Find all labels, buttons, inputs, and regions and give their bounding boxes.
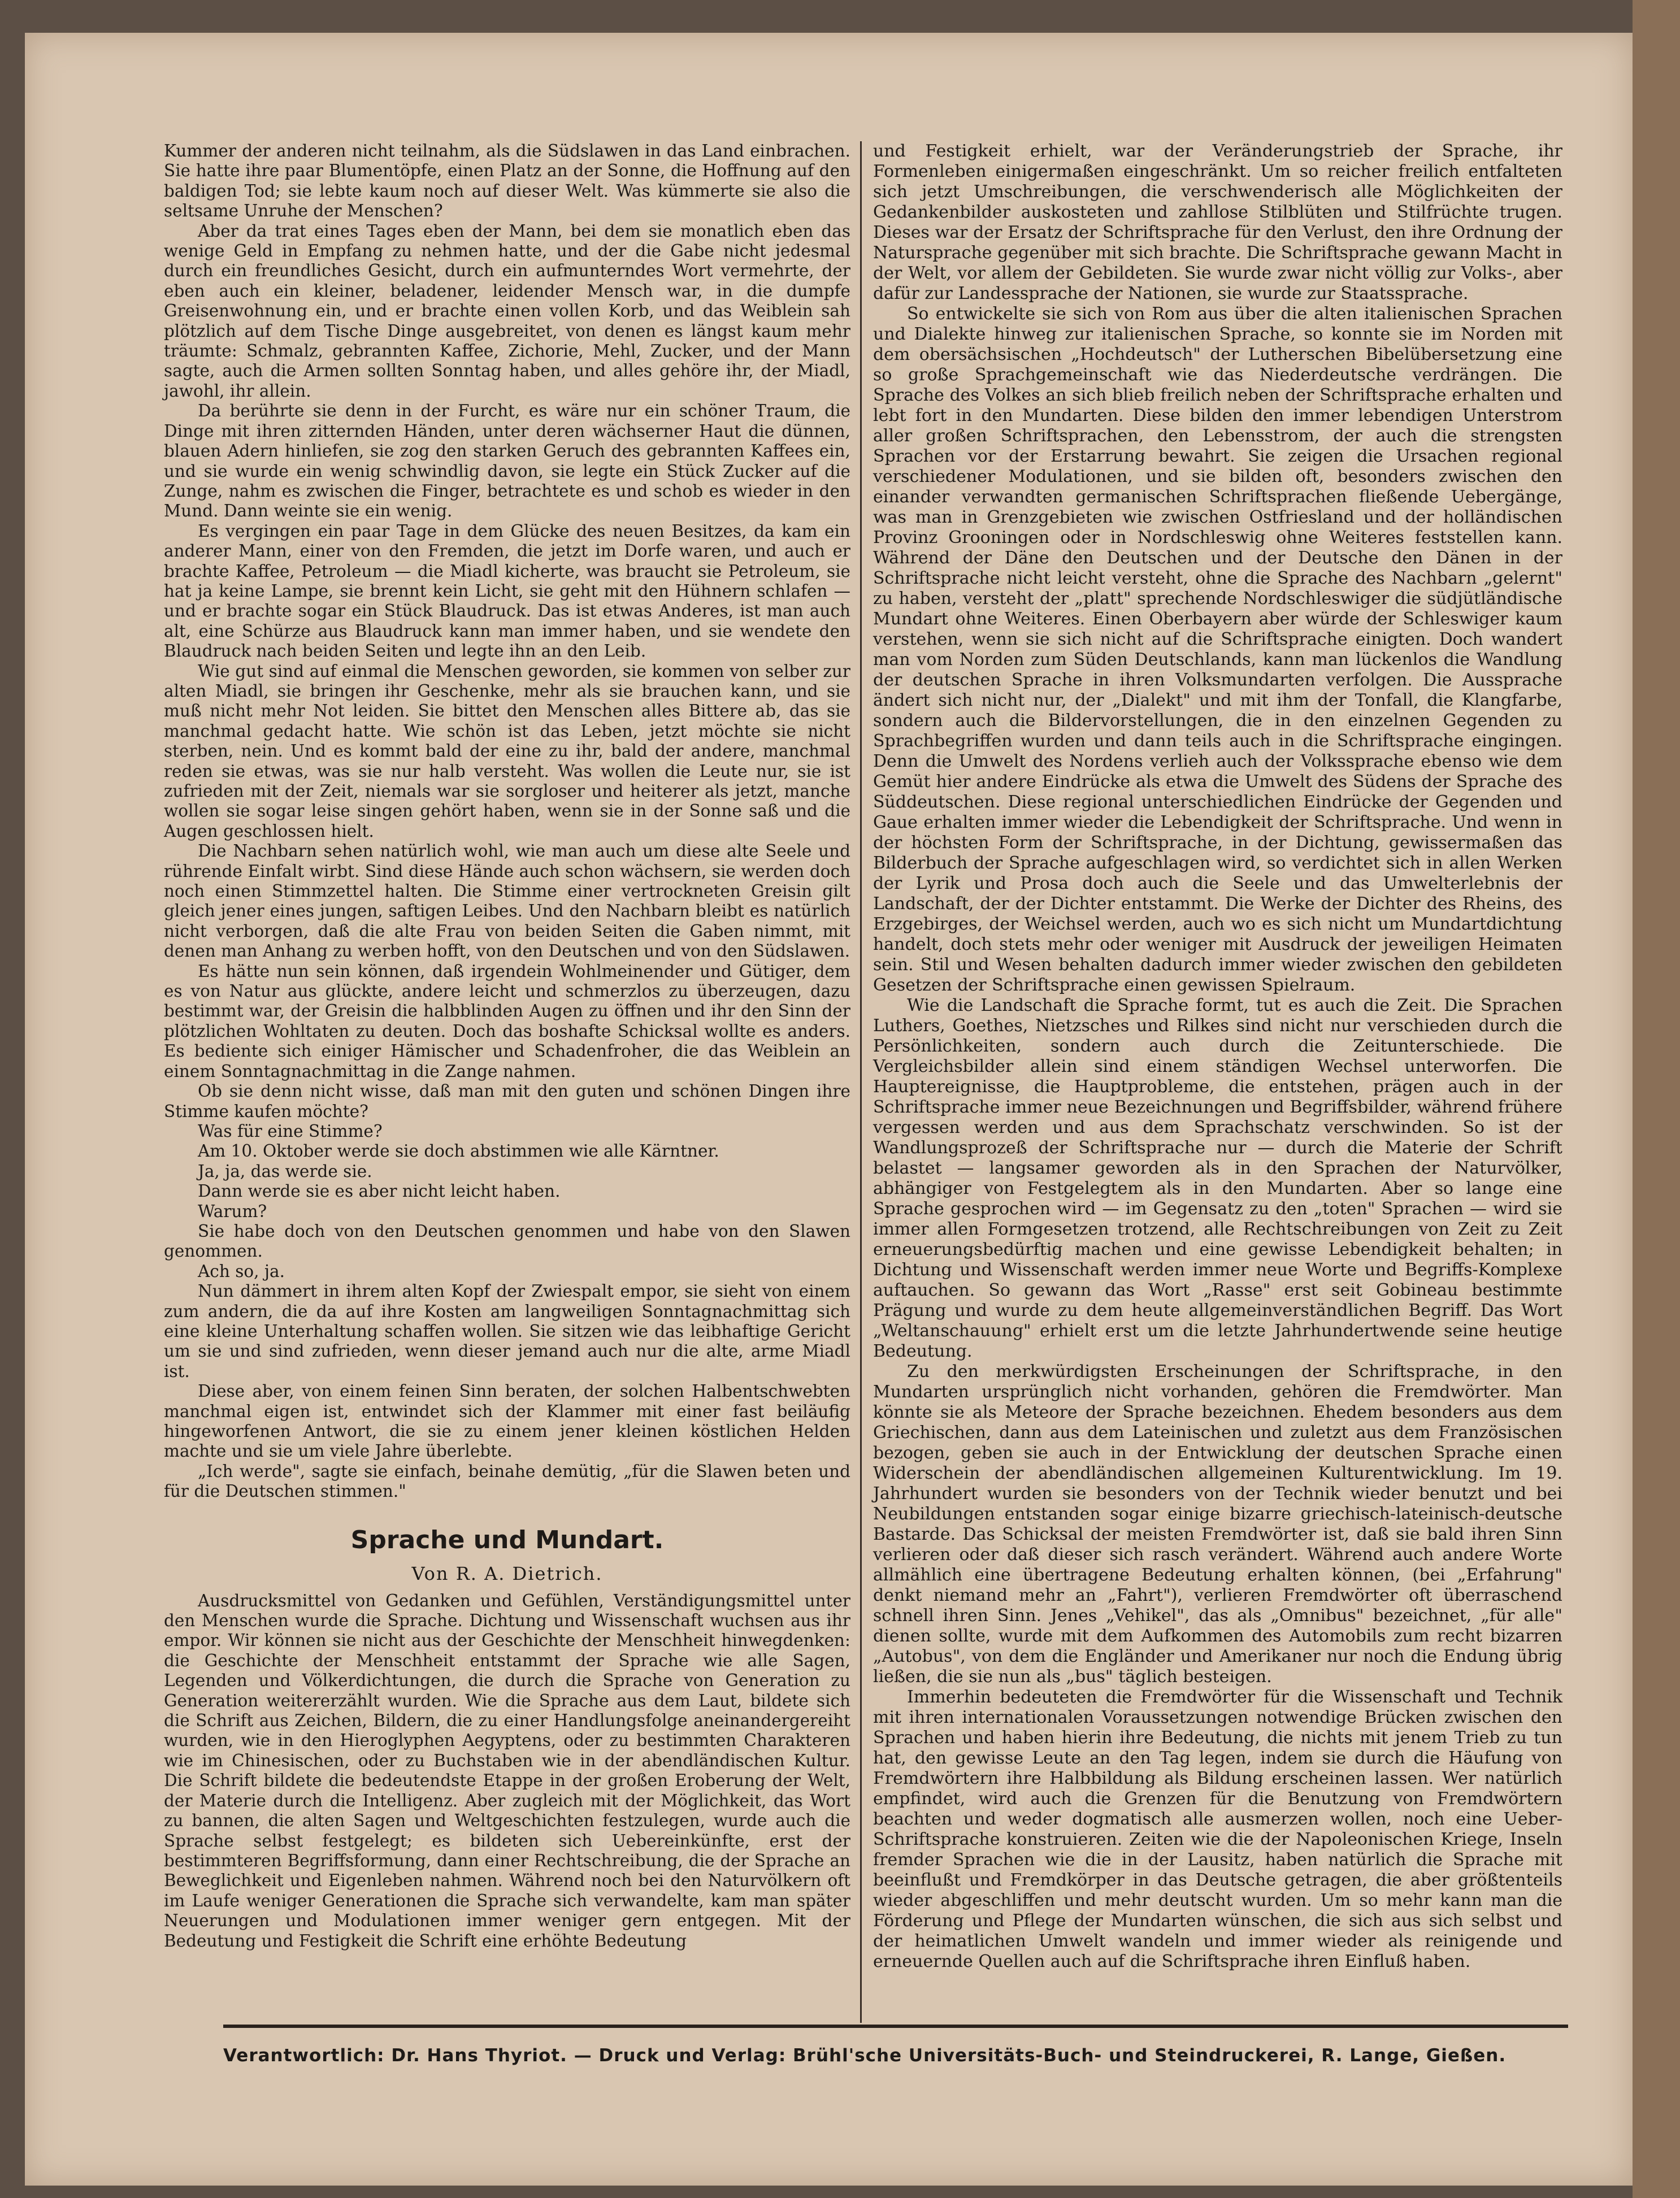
story-paragraph: Da berührte sie denn in der Furcht, es wäre nur ein schöner Traum, die Dinge mit ihren zitternden Händen, unter deren wächserner Haut die dünnen, blauen Adern hinliefen, sie zog den starken Geruch des gebrannten Kaffees ein, und sie wurde ein wenig schwindlig davon, sie legte ein Stück Zucker auf die Zunge, nahm es zwischen die Finger, betrachtete es und schob es wieder in den Mund. Dann weinte sie ein wenig. [164,401,850,521]
story-paragraph: Wie gut sind auf einmal die Menschen geworden, sie kommen von selber zur alten Miadl, sie bringen ihr Geschenke, mehr als sie brauchen kann, und sie muß nicht mehr Not leiden. Sie bittet den Menschen alles Bittere ab, das sie manchmal gedacht hatte. Wie schön ist das Leben, jetzt möchte sie nicht sterben, nein. Und es kommt bald der eine zu ihr, bald der andere, manchmal reden sie etwas, was sie nur halb versteht. Was wollen die Leute nur, sie ist zufrieden mit der Zeit, niemals war sie sorgloser und heiterer als jetzt, manche wollen sie sogar leise singen gehört haben, wenn sie in der Sonne saß und die Augen geschlossen hielt. [164,661,850,841]
story-paragraph: Kummer der anderen nicht teilnahm, als die Südslawen in das Land einbrachen. Sie hatte ihre paar Blumentöpfe, einen Platz an der Sonne, die Hoffnung auf den baldigen Tod; sie lebte kaum noch auf dieser Welt. Was kümmerte sie also die seltsame Unruhe der Menschen? [164,141,850,221]
article-author: Von R. A. Dietrich. [411,1562,603,1584]
article-paragraph: Wie die Landschaft die Sprache formt, tut es auch die Zeit. Die Sprachen Luthers, Goethes, Nietzsches und Rilkes sind nicht nur verschieden durch die Persönlichkeiten, sondern auch durch die Zeitunterschiede. Die Vergleichsbilder allein sind einem ständigen Wechsel unterworfen. Die Hauptereignisse, die Hauptprobleme, die entstehen, prägen auch in der Schriftsprache immer neue Bezeichnungen und Begriffsbilder, während frühere vergessen werden und aus dem Sprachschatz verschwinden. So ist der Wandlungsprozeß der Schriftsprache nur — durch die Materie der Schrift belastet — langsamer geworden als in den Sprachen der Naturvölker, abhängiger von Festgelegtem als in den Mundarten. Aber so lange eine Sprache gesprochen wird — im Gegensatz zu den „toten" Sprachen — wird sie immer allen Formgesetzen trotzend, alle Rechtschreibungen von Zeit zu Zeit erneuerungsbedürftig machen und eine gewisse Lebendigkeit behalten; in Dichtung und Wissenschaft werden immer neue Worte und Begriffs-Komplexe auftauchen. So gewann das Wort „Rasse" erst seit Gobineau bestimmte Prägung und wurde zu dem heute allgemeinverständlichen Begriff. Das Wort „Weltanschauung" erhielt erst um die letzte Jahrhundertwende seine heutige Bedeutung. [873,996,1562,1361]
story-paragraph: Diese aber, von einem feinen Sinn beraten, der solchen Halbentschwebten manchmal eigen ist, entwindet sich der Klammer mit einer fast beiläufig hingeworfenen Antwort, die sie zu einem jener kleinen köstlichen Helden machte und sie um viele Jahre überlebte. [164,1382,850,1461]
story-paragraph: Nun dämmert in ihrem alten Kopf der Zwiespalt empor, sie sieht von einem zum andern, die da auf ihre Kosten am langweiligen Sonntagnachmittag sich eine kleine Unterhaltung schaffen wollen. Sie sitzen wie das leibhaftige Gericht um sie und sind zufrieden, wenn dieser jemand auch nur die alte, arme Miadl ist. [164,1282,850,1381]
article-title: Sprache und Mundart. [350,1525,664,1554]
story-paragraph: Ob sie denn nicht wisse, daß man mit den guten und schönen Dingen ihre Stimme kaufen möchte? [164,1081,850,1121]
right-column [873,141,1562,1972]
story-paragraph: Es hätte nun sein können, daß irgendein Wohlmeinender und Gütiger, dem es von Natur aus glückte, andere leicht und schmerzlos zu überzeugen, dazu bestimmt war, der Greisin die halbblinden Augen zu öffnen und ihr den Sinn der plötzlichen Wohltaten zu deuten. Doch das boshafte Schicksal wollte es anders. Es bediente sich einiger Hämischer und Schadenfroher, die das Weiblein an einem Sonntagnachmittag in die Zange nahmen. [164,961,850,1081]
article-paragraph: Ausdrucksmittel von Gedanken und Gefühlen, Verständigungsmittel unter den Menschen wurde die Sprache. Dichtung und Wissenschaft wuchsen aus ihr empor. Wir können sie nicht aus der Geschichte der Menschheit hinwegdenken: die Geschichte der Menschheit entstammt der Sprache wie alle Sagen, Legenden und Völkerdichtungen, die durch die Sprache von Generation zu Generation weitererzählt wurden. Wie die Sprache aus dem Laut, bildete sich die Schrift aus Zeichen, Bildern, die zu einer Handlungsfolge aneinandergereiht wurden, wie in den Hieroglyphen Aegyptens, oder zu bestimmten Charakteren wie im Chinesischen, oder zu Buchstaben wie in der abendländischen Kultur. Die Schrift bildete die bedeutendste Etappe in der großen Eroberung der Welt, der Materie durch die Intelligenz. Aber zugleich mit der Möglichkeit, das Wort zu bannen, die alten Sagen und Weltgeschichten festzulegen, wurde auch die Sprache selbst festgelegt; es bildeten sich Uebereinkünfte, erst der bestimmteren Begriffsformung, dann einer Rechtschreibung, die der Sprache an Beweglichkeit und Eigenleben nahmen. Während noch bei den Naturvölkern oft im Laufe weniger Generationen die Sprache sich verwandelte, kam man später Neuerungen und Modulationen immer weniger gern entgegen. Mit der Bedeutung und Festigkeit die Schrift eine erhöhte Bedeutung [164,1591,850,1951]
imprint-footer: Verantwortlich: Dr. Hans Thyriot. — Druck und Verlag: Brühl'sche Universitäts-Buch- und Steindruckerei, R. Lange, Gießen. [223,2045,1507,2066]
article-paragraph: Zu den merkwürdigsten Erscheinungen der Schriftsprache, in den Mundarten ursprünglich nicht vorhanden, gehören die Fremdwörter. Man könnte sie als Meteore der Sprache bezeichnen. Ehedem besonders aus dem Griechischen, dann aus dem Lateinischen und zuletzt aus dem Französischen bezogen, geben sie auch in der Entwicklung der deutschen Sprache einen Widerschein der abendländischen allgemeinen Kulturentwicklung. Im 19. Jahrhundert wurden sie besonders von der Technik wieder benutzt und bei Neubildungen entstanden sogar einige bizarre griechisch-lateinisch-deutsche Bastarde. Das Schicksal der meisten Fremdwörter ist, daß sie bald ihren Sinn verlieren oder daß dieser sich rasch verändert. Während auch andere Worte allmählich eine übertragene Bedeutung erhalten können, (bei „Erfahrung" denkt niemand mehr an „Fahrt"), verlieren Fremdwörter oft überraschend schnell ihren Sinn. Jenes „Vehikel", das als „Omnibus" bezeichnet, „für alle" dienen sollte, wurde mit dem Aufkommen des Automobils zum recht bizarren „Autobus", von dem die Engländer und Amerikaner nur noch die Endung übrig ließen, die sie nun als „bus" täglich besteigen. [873,1362,1562,1687]
dialogue-line: Was für eine Stimme? [198,1121,383,1141]
story-paragraph: Es vergingen ein paar Tage in dem Glücke des neuen Besitzes, da kam ein anderer Mann, einer von den Fremden, die jetzt im Dorfe waren, und auch er brachte Kaffee, Petroleum — die Miadl kicherte, was braucht sie Petroleum, sie hat ja keine Lampe, sie brennt kein Licht, sie geht mit den Hühnern schlafen — und er brachte sogar ein Stück Blaudruck. Das ist etwas Anderes, ist man auch alt, eine Schürze aus Blaudruck kann man immer haben, und sie wendete den Blaudruck nach beiden Seiten und legte ihn an den Leib. [164,521,850,661]
dialogue-line: Am 10. Oktober werde sie doch abstimmen wie alle Kärntner. [198,1141,719,1161]
story-paragraph: Die Nachbarn sehen natürlich wohl, wie man auch um diese alte Seele und rührende Einfalt wirbt. Sind diese Hände auch schon wächsern, sie werden doch noch einen Stimmzettel halten. Die Stimme einer vertrockneten Greisin gilt gleich jener eines jungen, saftigen Leibes. Und den Nachbarn bleibt es natürlich nicht verborgen, daß die alte Frau von beiden Seiten die Gaben nimmt, mit denen man Anhang zu werben hofft, von den Deutschen und von den Südslawen. [164,841,850,961]
story-paragraph: „Ich werde", sagte sie einfach, beinahe demütig, „für die Slawen beten und für die Deutschen stimmen." [164,1461,850,1501]
footer-rule [223,2025,1568,2028]
dialogue-line: Warum? [198,1201,267,1221]
page-edge [1633,0,1680,2198]
dialogue-line: Ach so, ja. [198,1261,285,1281]
dialogue-line: Ja, ja, das werde sie. [198,1161,372,1181]
left-column [164,141,850,1951]
article-paragraph: So entwickelte sie sich von Rom aus über die alten italienischen Sprachen und Dialekte hinweg zur italienischen Sprache, so konnte sie im Norden mit dem obersächsischen „Hochdeutsch" der Lutherschen Bibelübersetzung eine so große Sprachgemeinschaft wie das Niederdeutsche verdrängen. Die Sprache des Volkes an sich blieb freilich neben der Schriftsprache erhalten und lebt fort in den Mundarten. Diese bilden den immer lebendigen Unterstrom aller großen Schriftsprachen, den Lebensstrom, der auch die strengsten Sprachen vor der Erstarrung bewahrt. Sie zeigen die Ursachen regional verschiedener Modulationen, und sie bilden oft, besonders zwischen den einander verwandten germanischen Schriftsprachen fließende Uebergänge, was man in Grenzgebieten wie zwischen Ostfriesland und der holländischen Provinz Grooningen oder in Nordschleswig ohne Weiteres feststellen kann. Während der Däne den Deutschen und der Deutsche den Dänen in der Schriftsprache nicht leicht versteht, ohne die Sprache des Nachbarn „gelernt" zu haben, versteht der „platt" sprechende Nordschleswiger die südjütländische Mundart ohne Weiteres. Einen Oberbayern aber würde der Schleswiger kaum verstehen, wenn sie sich nicht auf die Schriftsprache einigten. Doch wandert man vom Norden zum Süden Deutschlands, kann man lückenlos die Wandlung der deutschen Sprache in ihren Volksmundarten verfolgen. Die Aussprache ändert sich nicht nur, der „Dialekt" und mit ihm der Tonfall, die Klangfarbe, sondern auch die Bildervorstellungen, die in den einzelnen Gegenden zu Sprachbegriffen wurden und dann teils auch in die Schriftsprache eingingen. Denn die Umwelt des Nordens verlieh auch der Volkssprache ebenso wie dem Gemüt hier andere Eindrücke als etwa die Umwelt des Südens der Sprache des Süddeutschen. Diese regional unterschiedlichen Eindrücke der Gegenden und Gaue erhalten immer wieder die Lebendigkeit der Schriftsprache. Und wenn in der höchsten Form der Schriftsprache, in der Dichtung, gewissermaßen das Bilderbuch der Sprache aufgeschlagen wird, so verdichtet sich in allen Werken der Lyrik und Prosa doch auch die Seele und das Umwelterlebnis der Landschaft, der der Dichter entstammt. Die Werke der Dichter des Rheins, des Erzgebirges, der Weichsel werden, auch wo es sich nicht um Mundartdichtung handelt, doch stets mehr oder weniger mit Ausdruck der jeweiligen Heimaten sein. Stil und Wesen behalten dadurch immer wieder zwischen den gebildeten Gesetzen der Schriftsprache einen gewissen Spielraum. [873,304,1562,995]
article-paragraph: Immerhin bedeuteten die Fremdwörter für die Wissenschaft und Technik mit ihren internationalen Voraussetzungen notwendige Brücken zwischen den Sprachen und haben hierin ihre Bedeutung, die nichts mit jenem Trieb zu tun hat, den gewisse Leute an den Tag legen, indem sie durch die Häufung von Fremdwörtern ihre Halbbildung als Bildung erscheinen lassen. Wer natürlich empfindet, wird auch die Grenzen für die Benutzung von Fremdwörtern beachten und weder dogmatisch alle ausmerzen wollen, noch eine Ueber-Schriftsprache konstruieren. Zeiten wie die der Napoleonischen Kriege, Inseln fremder Sprachen wie die in der Lausitz, haben natürlich die Sprache mit beeinflußt und Fremdkörper in das Deutsche getragen, die aber größtenteils wieder abgeschliffen und mehr deutscht wurden. Um so mehr kann man die Förderung und Pflege der Mundarten wünschen, die sich aus sich selbst und der heimatlichen Umwelt wandeln und immer wieder als reinigende und erneuernde Quellen auch auf die Schriftsprache ihren Einfluß haben. [873,1687,1562,1971]
dialogue-line: Dann werde sie es aber nicht leicht haben. [198,1181,561,1201]
story-paragraph: Aber da trat eines Tages eben der Mann, bei dem sie monatlich eben das wenige Geld in Empfang zu nehmen hatte, und der die Gabe nicht jedesmal durch ein freundliches Gesicht, durch ein aufmunterndes Wort vermehrte, der eben auch ein kleiner, beladener, leidender Mensch war, in die dumpfe Greisenwohnung ein, und er brachte einen vollen Korb, und das Weiblein sah plötzlich auf dem Tische Dinge ausgebreitet, von denen es längst kaum mehr träumte: Schmalz, gebrannten Kaffee, Zichorie, Mehl, Zucker, und der Mann sagte, auch die Armen sollten Sonntag haben, und alles gehöre ihr, der Miadl, jawohl, ihr allein. [164,221,850,401]
dialogue-line: Sie habe doch von den Deutschen genommen und habe von den Slawen genommen. [164,1221,850,1261]
column-divider [860,141,862,2023]
article-paragraph: und Festigkeit erhielt, war der Veränderungstrieb der Sprache, ihr Formenleben einigermaßen eingeschränkt. Um so reicher freilich entfalteten sich jetzt Umschreibungen, die verschwenderisch alle Möglichkeiten der Gedankenbilder auskosteten und zahllose Stilblüten und Stilfrüchte trugen. Dieses war der Ersatz der Schriftsprache für den Verlust, den ihre Ordnung der Natursprache gegenüber mit sich brachte. Die Schriftsprache gewann Macht in der Welt, vor allem der Gebildeten. Sie wurde zwar nicht völlig zur Volks-, aber dafür zur Landessprache der Nationen, sie wurde zur Staatssprache. [873,141,1562,303]
